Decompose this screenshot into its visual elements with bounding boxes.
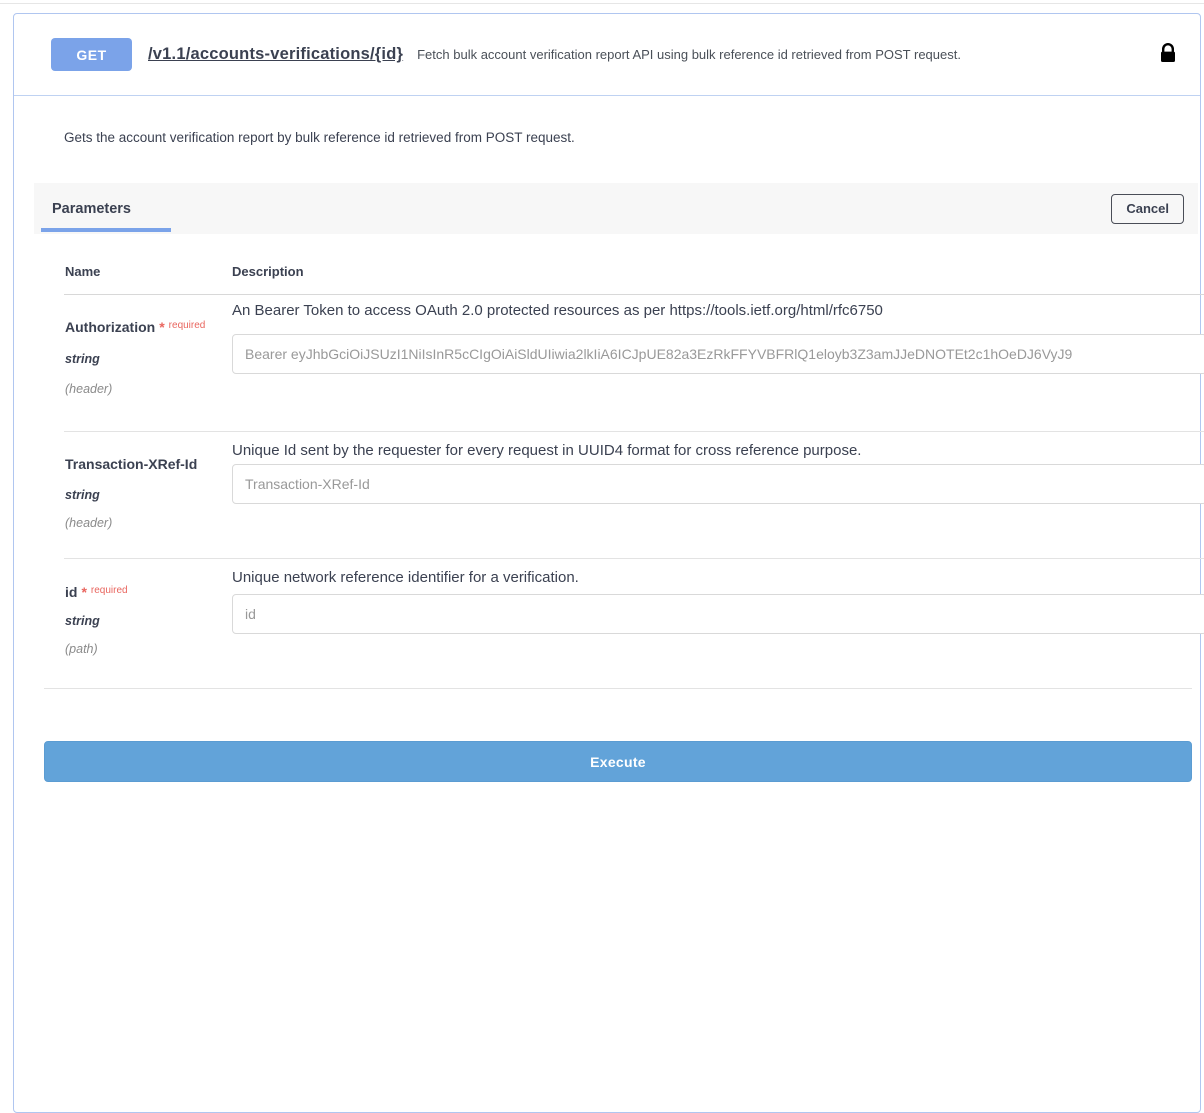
column-header-name: Name [65, 264, 101, 279]
id-input[interactable] [232, 594, 1204, 634]
table-header-divider [64, 294, 1204, 295]
param-type: string [65, 488, 100, 502]
parameters-section-header [34, 183, 1198, 234]
endpoint-summary-text: Fetch bulk account verification report API using bulk reference id retrieved from POST request. [417, 47, 961, 62]
row-divider [64, 431, 1204, 432]
operation-description: Gets the account verification report by bulk reference id retrieved from POST request. [64, 130, 575, 145]
param-name-transaction-xref-id: Transaction-XRef-Id [65, 456, 198, 472]
param-location: (header) [65, 516, 113, 530]
param-description: An Bearer Token to access OAuth 2.0 protected resources as per https://tools.ietf.org/html/rfc6750 [232, 302, 883, 319]
cancel-button[interactable]: Cancel [1111, 194, 1184, 224]
lock-icon [1160, 43, 1176, 66]
param-name-authorization: Authorization * $^{required}$ [65, 319, 206, 335]
column-header-description: Description [232, 264, 304, 279]
param-location: (path) [65, 642, 98, 656]
row-divider [64, 558, 1204, 559]
http-method-badge[interactable]: GET [51, 38, 132, 71]
required-star: * [81, 584, 87, 600]
transaction-xref-id-input[interactable] [232, 464, 1204, 504]
param-description: Unique network reference identifier for a verification. [232, 569, 579, 586]
parameters-tab-underline [41, 228, 171, 232]
auth-lock-button[interactable] [1160, 43, 1176, 66]
required-label: required [168, 320, 206, 331]
param-name-id: id * $^{required}$ [65, 584, 128, 600]
param-description: Unique Id sent by the requester for every request in UUID4 format for cross reference purpose. [232, 442, 862, 459]
param-location: (header) [65, 382, 113, 396]
execute-button[interactable]: Execute [44, 741, 1192, 782]
authorization-input[interactable] [232, 334, 1204, 374]
api-operation-panel [13, 13, 1201, 1113]
top-divider [0, 3, 1204, 4]
param-type: string [65, 614, 100, 628]
operation-summary[interactable] [14, 14, 1200, 96]
execute-section-divider [44, 688, 1192, 689]
required-star: * [159, 319, 165, 335]
parameters-title: Parameters [52, 200, 131, 217]
endpoint-path-link[interactable]: /v1.1/accounts-verifications/{id} [148, 45, 404, 63]
param-type: string [65, 352, 100, 366]
required-label: required [90, 585, 128, 596]
